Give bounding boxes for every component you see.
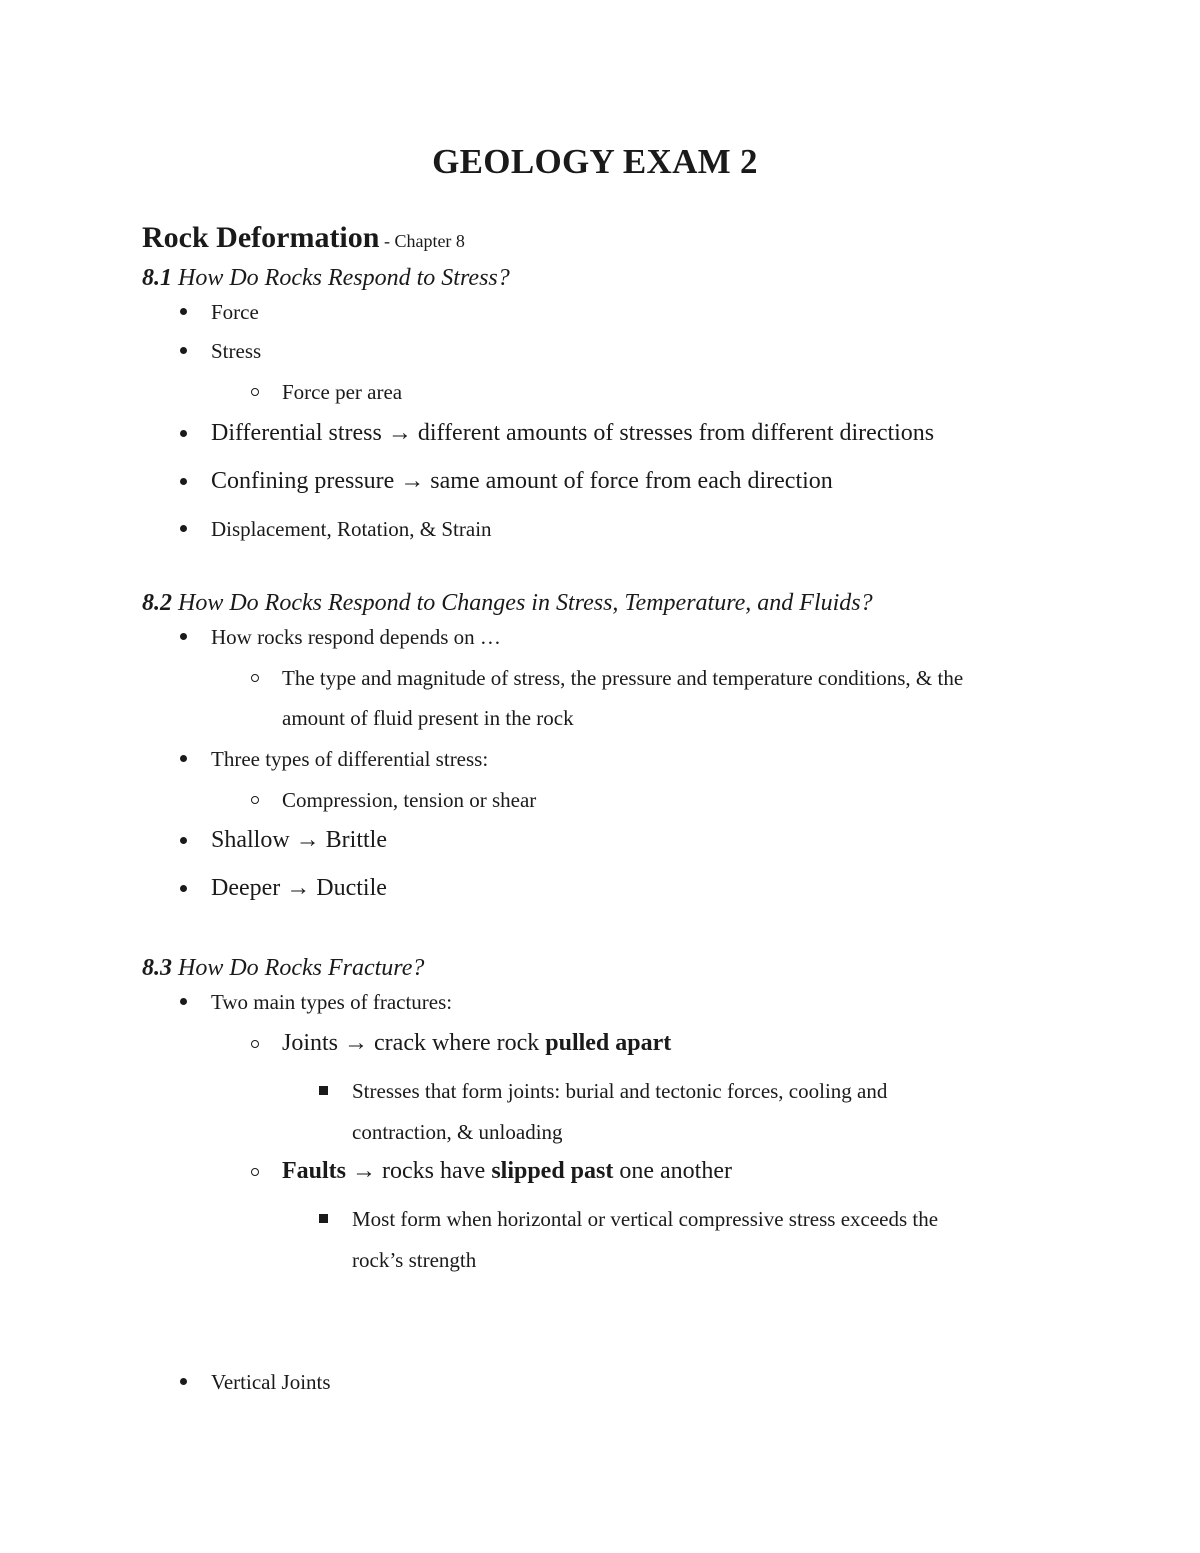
faults-text: → rocks have: [346, 1158, 492, 1184]
faults-end: one another: [613, 1158, 732, 1184]
section-title: How Do Rocks Respond to Changes in Stress, Temperature, and Fluids?: [172, 590, 873, 616]
list-item-two-types: Two main types of fractures:: [211, 990, 453, 1014]
list-item-joints: [282, 1028, 671, 1058]
list-item-stress: Stress: [211, 339, 262, 363]
list-item-confining-pressure: Confining pressure → same amount of force from each direction: [211, 468, 833, 494]
bullet-dot: [178, 476, 190, 488]
list-item-types-list: Compression, tension or shear: [282, 788, 537, 812]
list-item-depends-on: How rocks respond depends on …: [211, 625, 501, 649]
list-item-force: Force: [211, 300, 259, 324]
list-item-joints-detail: Stresses that form joints: burial and tectonic forces, cooling and: [352, 1079, 888, 1103]
bullet-circle: [249, 1038, 261, 1050]
section-heading-8-1: [142, 262, 510, 294]
chapter-suffix: - Chapter 8: [379, 231, 465, 251]
chapter-name: Rock Deformation: [142, 221, 380, 254]
faults-bold: slipped past: [491, 1158, 614, 1184]
list-item-shallow: Shallow → Brittle: [211, 827, 387, 853]
list-item-depends-detail: The type and magnitude of stress, the pressure and temperature conditions, & the: [282, 666, 964, 690]
list-item-differential-stress: Differential stress → different amounts of stresses from different directions: [211, 420, 935, 446]
bullet-dot: [178, 428, 190, 440]
bullet-square: [318, 1085, 330, 1097]
joints-label: Joints: [282, 1030, 339, 1056]
list-item-faults-detail: Most form when horizontal or vertical compressive stress exceeds the: [352, 1207, 939, 1231]
section-heading-8-3: [142, 952, 424, 984]
list-item-deeper: Deeper → Ductile: [211, 875, 387, 901]
section-number: 8.3: [142, 955, 172, 981]
bullet-dot: [178, 753, 190, 765]
bullet-dot: [178, 523, 190, 535]
list-item-depends-detail-cont: amount of fluid present in the rock: [282, 706, 574, 730]
bullet-dot: [178, 996, 190, 1008]
bullet-circle: [249, 794, 261, 806]
list-item-three-types: Three types of differential stress:: [211, 747, 489, 771]
section-title: How Do Rocks Fracture?: [172, 955, 425, 981]
section-heading-8-2: [142, 587, 873, 619]
bullet-dot: [178, 883, 190, 895]
bullet-dot: [178, 835, 190, 847]
bullet-dot: [178, 631, 190, 643]
list-item-faults-detail-cont: rock’s strength: [352, 1248, 477, 1272]
bullet-circle: [249, 1166, 261, 1178]
section-title: How Do Rocks Respond to Stress?: [172, 265, 510, 291]
bullet-square: [318, 1213, 330, 1225]
list-item-joints-detail-cont: contraction, & unloading: [352, 1120, 563, 1144]
section-number: 8.2: [142, 590, 172, 616]
list-item-faults: [282, 1156, 732, 1186]
section-number: 8.1: [142, 265, 172, 291]
joints-bold: pulled apart: [545, 1030, 672, 1056]
list-item-vertical-joints: Vertical Joints: [211, 1370, 331, 1394]
chapter-heading: [142, 218, 465, 261]
bullet-circle: [249, 672, 261, 684]
bullet-dot: [178, 306, 190, 318]
joints-text: → crack where rock: [338, 1030, 546, 1056]
faults-label: Faults: [282, 1158, 347, 1184]
list-item-displacement: Displacement, Rotation, & Strain: [211, 517, 492, 541]
bullet-dot: [178, 1376, 190, 1388]
list-item-force-per-area: Force per area: [282, 380, 403, 404]
bullet-dot: [178, 345, 190, 357]
document-title: GEOLOGY EXAM 2: [432, 142, 758, 181]
bullet-circle: [249, 386, 261, 398]
